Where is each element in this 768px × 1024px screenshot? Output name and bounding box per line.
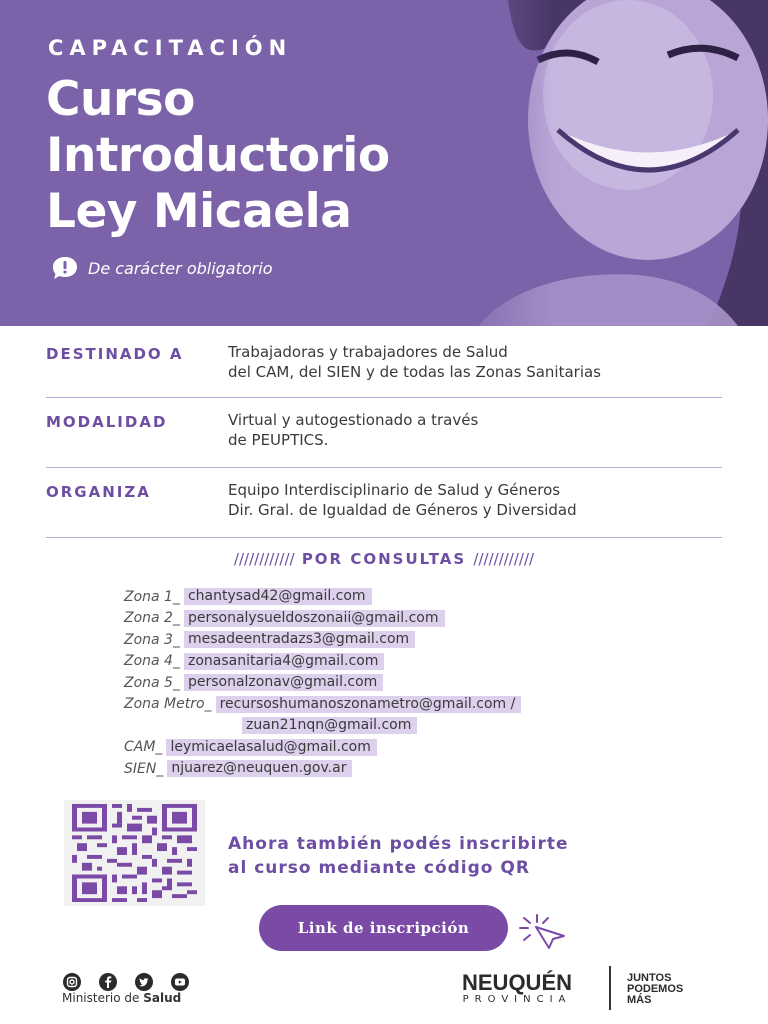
province-sub: PROVINCIA: [462, 994, 572, 1005]
contact-email[interactable]: mesadeentradazs3@gmail.com: [184, 631, 415, 648]
contact-item: [124, 672, 521, 694]
contact-email[interactable]: recursoshumanoszonametro@gmail.com /: [216, 696, 522, 713]
contact-item: [124, 608, 521, 630]
qr-code-panel[interactable]: [64, 800, 205, 906]
slashes-decor: ////////////: [473, 550, 535, 568]
province-name: NEUQUÉN: [462, 970, 573, 995]
contact-zone: Zona 4_: [124, 653, 180, 670]
consultas-heading: [0, 550, 768, 568]
contact-zone: Zona Metro_: [124, 696, 212, 713]
contact-list: [124, 586, 521, 780]
page-title: [46, 72, 390, 240]
info-line: Dir. Gral. de Igualdad de Géneros y Diversidad: [228, 501, 577, 519]
qr-instruction: [228, 832, 569, 880]
contact-zone: Zona 5_: [124, 674, 180, 691]
info-row-organiza: [46, 468, 722, 538]
info-label: DESTINADO A: [46, 345, 184, 363]
info-row-modalidad: [46, 398, 722, 468]
twitter-icon[interactable]: [134, 972, 154, 992]
slogan-line: JUNTOS: [627, 972, 672, 984]
contact-zone: Zona 3_: [124, 631, 180, 648]
ministry-prefix: Ministerio de: [62, 991, 140, 1005]
info-line: Virtual y autogestionado a través: [228, 411, 479, 429]
info-value: [228, 410, 478, 453]
course-info: [46, 330, 722, 538]
qr-instruction-line: al curso mediante código QR: [228, 858, 530, 878]
info-line: Trabajadoras y trabajadores de Salud: [228, 343, 508, 361]
contact-item: [124, 758, 521, 780]
info-line: del CAM, del SIEN y de todas las Zonas Sanitarias: [228, 363, 601, 381]
facebook-icon[interactable]: [98, 972, 118, 992]
cursor-click-icon: [516, 914, 570, 950]
info-value: [228, 342, 601, 383]
alert-speech-icon: [52, 256, 78, 280]
contact-zone: CAM_: [124, 739, 163, 756]
contact-item: [124, 651, 521, 673]
hero-eyebrow: CAPACITACIÓN: [48, 36, 293, 60]
contact-email[interactable]: leymicaelasalud@gmail.com: [166, 739, 376, 756]
info-line: de PEUPTICS.: [228, 431, 329, 449]
slogan-line: PODEMOS: [627, 983, 684, 995]
qr-code-icon: [72, 804, 197, 902]
social-links: [62, 972, 190, 992]
instagram-icon[interactable]: [62, 972, 82, 992]
registration-link-button[interactable]: Link de inscripción: [259, 905, 508, 951]
contact-item: [124, 629, 521, 651]
slogan: [627, 973, 683, 1006]
info-row-destinado: [46, 330, 722, 398]
province-logo: [462, 970, 572, 1005]
hero-photo: [438, 0, 768, 326]
title-line: Ley Micaela: [46, 184, 352, 239]
contact-email[interactable]: personalzonav@gmail.com: [184, 674, 383, 691]
contact-zone: SIEN_: [124, 760, 164, 777]
contact-email[interactable]: chantysad42@gmail.com: [184, 588, 372, 605]
contact-item: [124, 737, 521, 759]
contact-item: [124, 694, 521, 716]
ministry-label: [62, 991, 181, 1005]
contact-email[interactable]: personalysueldoszonaii@gmail.com: [184, 610, 445, 627]
mandatory-note-text: De carácter obligatorio: [88, 258, 273, 278]
slogan-line: MÁS: [627, 994, 652, 1006]
mandatory-note: [52, 256, 272, 280]
contact-zone: Zona 2_: [124, 610, 180, 627]
contact-zone: Zona 1_: [124, 588, 180, 605]
info-label: MODALIDAD: [46, 413, 168, 431]
slashes-decor: ////////////: [233, 550, 295, 568]
qr-instruction-line: Ahora también podés inscribirte: [228, 834, 569, 854]
footer-divider: [609, 966, 611, 1010]
contact-item: [124, 586, 521, 608]
hero-banner: [0, 0, 768, 326]
contact-email[interactable]: zonasanitaria4@gmail.com: [184, 653, 384, 670]
contact-item: [124, 715, 521, 737]
youtube-icon[interactable]: [170, 972, 190, 992]
title-line: Curso: [46, 72, 195, 127]
consultas-title: POR CONSULTAS: [301, 550, 467, 568]
ministry-name: Salud: [143, 991, 182, 1005]
info-label: ORGANIZA: [46, 483, 151, 501]
contact-email[interactable]: zuan21nqn@gmail.com: [242, 717, 417, 734]
info-line: Equipo Interdisciplinario de Salud y Géneros: [228, 481, 561, 499]
title-line: Introductorio: [46, 128, 390, 183]
info-value: [228, 480, 577, 523]
contact-email[interactable]: njuarez@neuquen.gov.ar: [167, 760, 352, 777]
